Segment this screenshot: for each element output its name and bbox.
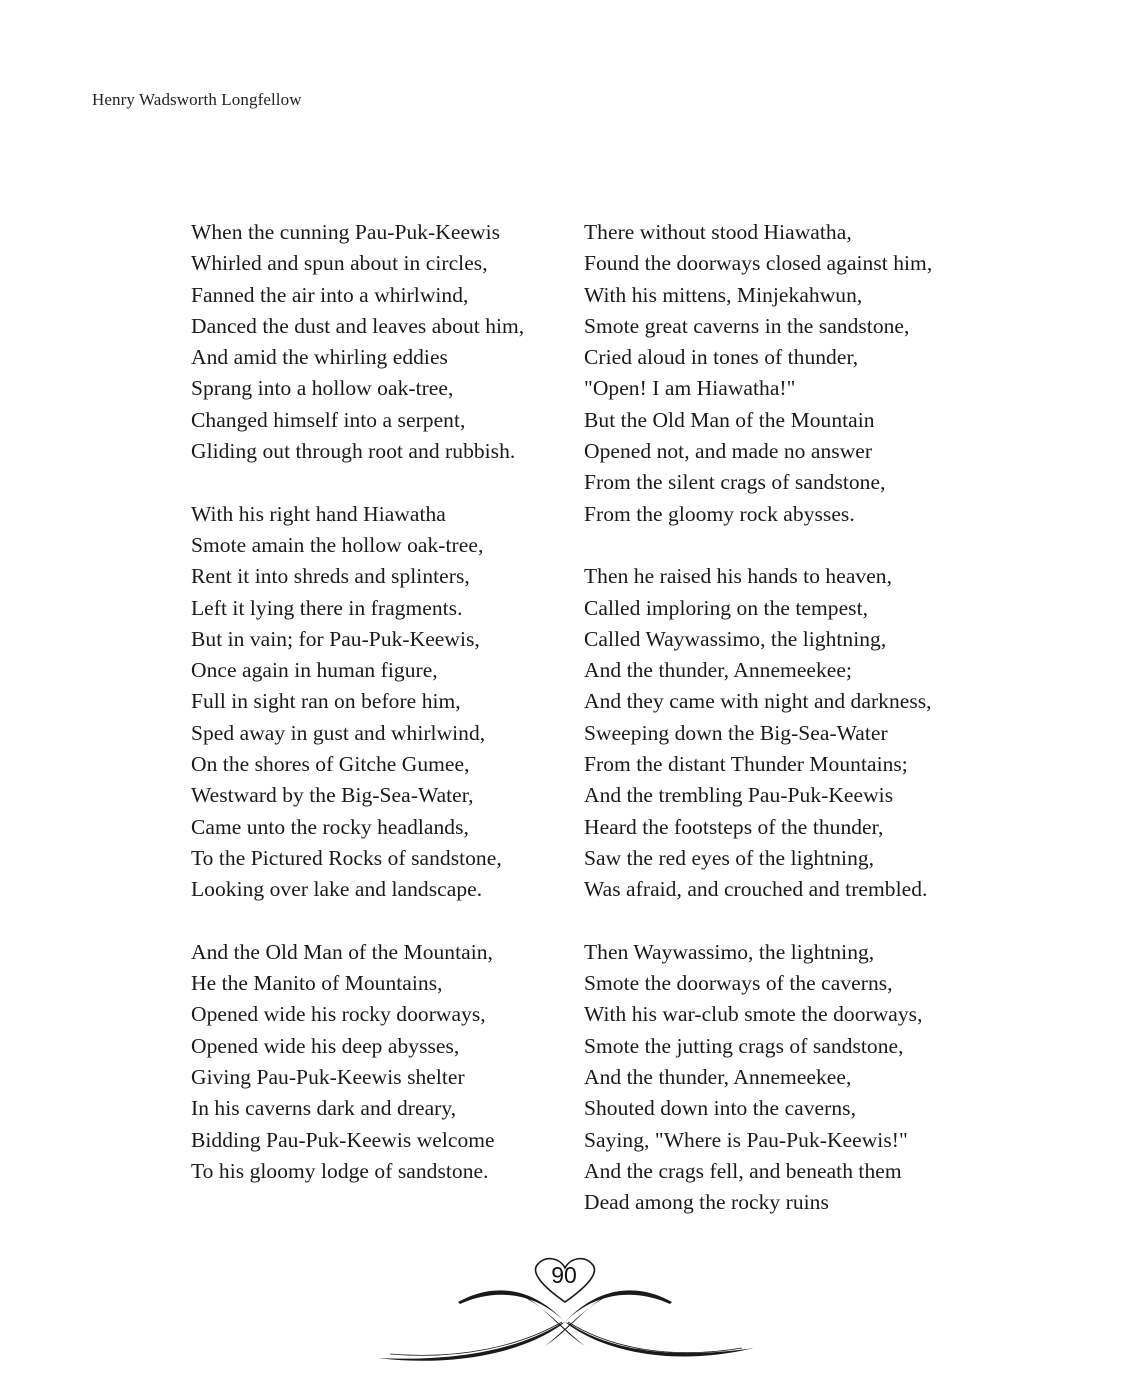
verse-line: Saying, "Where is Pau-Puk-Keewis!" xyxy=(584,1127,908,1152)
verse-line: Found the doorways closed against him, xyxy=(584,251,933,276)
verse-line: Opened not, and made no answer xyxy=(584,439,873,464)
stanza xyxy=(191,499,571,906)
poem-column-left xyxy=(191,217,571,1187)
verse-line: Opened wide his rocky doorways, xyxy=(191,1002,486,1027)
verse-line: Westward by the Big-Sea-Water, xyxy=(191,783,474,808)
verse-line: In his caverns dark and dreary, xyxy=(191,1096,457,1121)
verse-line: Smote the jutting crags of sandstone, xyxy=(584,1033,904,1058)
verse-line: When the cunning Pau-Puk-Keewis xyxy=(191,220,501,244)
verse-line: Sped away in gust and whirlwind, xyxy=(191,720,486,745)
verse-line: Heard the footsteps of the thunder, xyxy=(584,814,884,839)
verse-line: There without stood Hiawatha, xyxy=(584,220,852,244)
verse-line: To his gloomy lodge of sandstone. xyxy=(191,1158,489,1183)
verse-line: Called Waywassimo, the lightning, xyxy=(584,626,887,651)
verse-line: And the crags fell, and beneath them xyxy=(584,1158,902,1183)
verse-line: With his war-club smote the doorways, xyxy=(584,1002,923,1027)
verse-line: And the Old Man of the Mountain, xyxy=(191,939,493,964)
verse-line: Smote the doorways of the caverns, xyxy=(584,971,893,996)
verse-line: Shouted down into the caverns, xyxy=(584,1096,856,1121)
stanza xyxy=(584,561,1004,905)
verse-line: And the trembling Pau-Puk-Keewis xyxy=(584,783,894,808)
verse-line: Fanned the air into a whirlwind, xyxy=(191,282,469,307)
verse-line: Opened wide his deep abysses, xyxy=(191,1033,460,1058)
verse-line: And they came with night and darkness, xyxy=(584,689,932,714)
verse-line: And amid the whirling eddies xyxy=(191,345,448,370)
verse-line: Cried aloud in tones of thunder, xyxy=(584,345,859,370)
verse-line: He the Manito of Mountains, xyxy=(191,971,443,996)
verse-line: Sweeping down the Big-Sea-Water xyxy=(584,720,888,745)
verse-line: Called imploring on the tempest, xyxy=(584,595,869,620)
verse-line: Smote great caverns in the sandstone, xyxy=(584,313,910,338)
stanza xyxy=(191,217,571,467)
verse-line: With his right hand Hiawatha xyxy=(191,501,446,526)
verse-line: And the thunder, Annemeekee; xyxy=(584,658,853,683)
verse-line: From the distant Thunder Mountains; xyxy=(584,752,908,777)
verse-line: With his mittens, Minjekahwun, xyxy=(584,282,863,307)
verse-line: On the shores of Gitche Gumee, xyxy=(191,752,470,777)
verse-line: From the silent crags of sandstone, xyxy=(584,470,886,495)
page-number: 90 xyxy=(551,1262,577,1288)
verse-line: Rent it into shreds and splinters, xyxy=(191,564,470,589)
verse-line: Gliding out through root and rubbish. xyxy=(191,439,516,464)
verse-line: From the gloomy rock abysses. xyxy=(584,501,855,526)
verse-line: Smote amain the hollow oak-tree, xyxy=(191,532,484,557)
running-header-author: Henry Wadsworth Longfellow xyxy=(92,90,302,109)
verse-line: Dead among the rocky ruins xyxy=(584,1190,829,1215)
verse-line: But the Old Man of the Mountain xyxy=(584,407,875,432)
verse-line: Left it lying there in fragments. xyxy=(191,595,463,620)
stanza xyxy=(584,217,1004,530)
verse-line: Looking over lake and landscape. xyxy=(191,877,483,902)
verse-line: But in vain; for Pau-Puk-Keewis, xyxy=(191,626,480,651)
verse-line: Sprang into a hollow oak-tree, xyxy=(191,376,454,401)
stanza xyxy=(584,937,1004,1219)
verse-line: Then Waywassimo, the lightning, xyxy=(584,939,875,964)
verse-line: Was afraid, and crouched and trembled. xyxy=(584,877,928,902)
verse-line: And the thunder, Annemeekee, xyxy=(584,1065,852,1090)
verse-line: Giving Pau-Puk-Keewis shelter xyxy=(191,1065,465,1090)
verse-line: Whirled and spun about in circles, xyxy=(191,251,488,276)
verse-line: Then he raised his hands to heaven, xyxy=(584,564,893,589)
stanza xyxy=(191,937,571,1187)
verse-line: Full in sight ran on before him, xyxy=(191,689,461,714)
poem-column-right xyxy=(584,217,1004,1219)
verse-line: Came unto the rocky headlands, xyxy=(191,814,469,839)
verse-line: Saw the red eyes of the lightning, xyxy=(584,845,875,870)
verse-line: To the Pictured Rocks of sandstone, xyxy=(191,845,502,870)
verse-line: Changed himself into a serpent, xyxy=(191,407,466,432)
verse-line: Bidding Pau-Puk-Keewis welcome xyxy=(191,1127,495,1152)
verse-line: Danced the dust and leaves about him, xyxy=(191,313,525,338)
verse-line: Once again in human figure, xyxy=(191,658,438,683)
verse-line: "Open! I am Hiawatha!" xyxy=(584,376,796,401)
